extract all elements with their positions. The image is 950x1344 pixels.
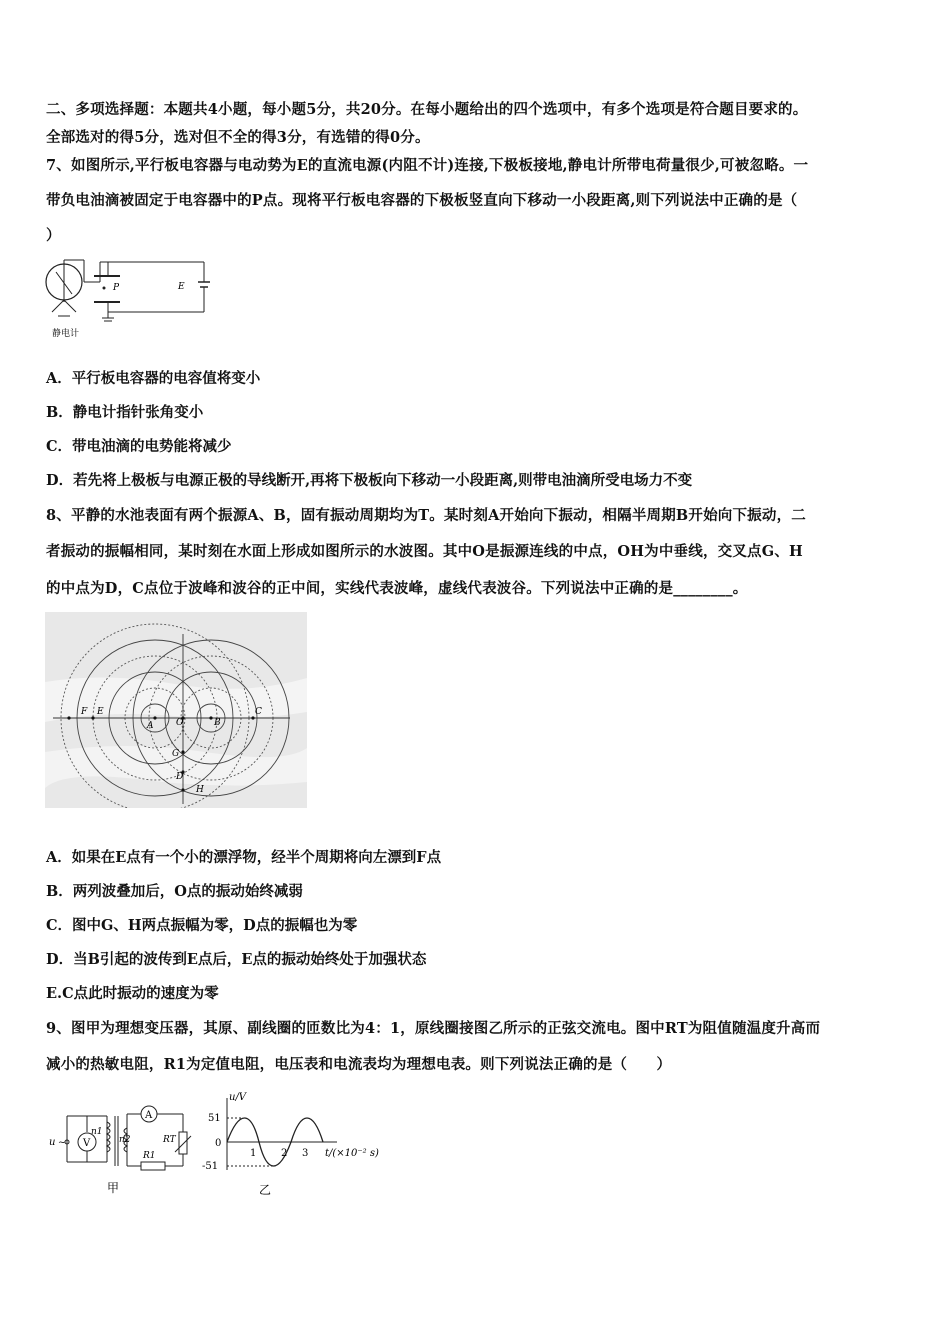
q9-transformer-figure bbox=[45, 1090, 395, 1202]
q7-option-c[interactable]: C．带电油滴的电势能将减少 bbox=[46, 438, 232, 455]
q7-capacitor-figure bbox=[40, 252, 220, 342]
point-p bbox=[103, 287, 106, 290]
graph-ymin: -51 bbox=[202, 1161, 219, 1172]
q7-stem-line2: 带负电油滴被固定于电容器中的P点。现将平行板电容器的下极板竖直向下移动一小段距离,则下列说法中正确的是（ bbox=[46, 192, 798, 209]
graph-ymax: 51 bbox=[208, 1113, 221, 1124]
label-v: V bbox=[83, 1138, 91, 1149]
q8-wave-figure bbox=[45, 612, 307, 808]
q8-stem-line3: 的中点为D，C点位于波峰和波谷的正中间，实线代表波峰，虚线代表波谷。下列说法中正确的是________。 bbox=[46, 580, 748, 597]
q9-stem-line2: 减小的热敏电阻，R1为定值电阻，电压表和电流表均为理想电表。则下列说法正确的是（ ） bbox=[46, 1056, 672, 1073]
q8-stem-line1: 8、平静的水池表面有两个振源A、B，固有振动周期均为T。某时刻A开始向下振动，相隔半周期B开始向下振动，二 bbox=[46, 507, 806, 524]
graph-zero: 0 bbox=[215, 1138, 222, 1149]
q8-option-a[interactable]: A．如果在E点有一个小的漂浮物，经半个周期将向左漂到F点 bbox=[46, 849, 442, 866]
label-e: E bbox=[178, 282, 185, 292]
q9-stem-line1: 9、图甲为理想变压器，其原、副线圈的匝数比为4：1，原线圈接图乙所示的正弦交流电。图中RT为阻值随温度升高而 bbox=[46, 1020, 821, 1037]
label-n1: n1 bbox=[91, 1127, 103, 1137]
label-rt: RT bbox=[163, 1135, 176, 1145]
graph-tick-1: 1 bbox=[250, 1148, 257, 1159]
label-p: P bbox=[113, 283, 120, 293]
resistor-r1 bbox=[141, 1162, 165, 1170]
q7-option-a[interactable]: A．平行板电容器的电容值将变小 bbox=[46, 370, 261, 387]
svg-text:~: ~ bbox=[58, 1138, 66, 1148]
q7-stem-line3: ） bbox=[46, 227, 61, 244]
label-d: D bbox=[176, 772, 184, 782]
q8-option-b[interactable]: B．两列波叠加后，O点的振动始终减弱 bbox=[46, 883, 303, 900]
graph-xlabel: t/(×10⁻² s) bbox=[325, 1148, 379, 1159]
section-header-line2: 全部选对的得5分，选对但不全的得3分，有选错的得0分。 bbox=[46, 129, 430, 146]
q8-stem-line2: 者振动的振幅相同，某时刻在水面上形成如图所示的水波图。其中O是振源连线的中点，OH为中垂线，交叉点G、H bbox=[46, 543, 803, 560]
label-jia: 甲 bbox=[107, 1181, 120, 1195]
q7-option-b[interactable]: B．静电计指针张角变小 bbox=[46, 404, 204, 421]
q7-stem-line1: 7、如图所示,平行板电容器与电动势为E的直流电源(内阻不计)连接,下极板接地,静电计所带电荷量很少,可被忽略。一 bbox=[46, 157, 809, 174]
graph-tick-2: 2 bbox=[281, 1148, 288, 1159]
label-a: A bbox=[147, 721, 154, 731]
label-c: C bbox=[255, 707, 262, 717]
graph-ylabel: u/V bbox=[229, 1092, 247, 1103]
thermistor-rt bbox=[179, 1132, 187, 1154]
label-b: B bbox=[214, 718, 221, 728]
electroscope-label: 静电计 bbox=[52, 329, 80, 339]
q8-option-d[interactable]: D．当B引起的波传到E点后，E点的振动始终处于加强状态 bbox=[46, 951, 427, 968]
q8-option-e[interactable]: E.C点此时振动的速度为零 bbox=[46, 985, 219, 1002]
q7-option-d[interactable]: D．若先将上极板与电源正极的导线断开,再将下极板向下移动一小段距离,则带电油滴所受电场力不变 bbox=[46, 472, 693, 489]
label-f: F bbox=[81, 707, 88, 717]
label-o: O bbox=[176, 718, 184, 728]
label-yi: 乙 bbox=[259, 1183, 272, 1197]
label-h: H bbox=[196, 785, 204, 795]
section-header-line1: 二、多项选择题：本题共4小题，每小题5分，共20分。在每小题给出的四个选项中，有多个选项是符合题目要求的。 bbox=[46, 101, 808, 118]
graph-tick-3: 3 bbox=[302, 1148, 309, 1159]
label-e2: E bbox=[97, 707, 104, 717]
label-r1: R1 bbox=[143, 1151, 156, 1161]
label-n2: n2 bbox=[119, 1135, 131, 1145]
label-g: G bbox=[172, 749, 180, 759]
q8-option-c[interactable]: C．图中G、H两点振幅为零，D点的振幅也为零 bbox=[46, 917, 358, 934]
label-ammeter: A bbox=[145, 1110, 153, 1121]
label-u: u bbox=[49, 1137, 56, 1148]
